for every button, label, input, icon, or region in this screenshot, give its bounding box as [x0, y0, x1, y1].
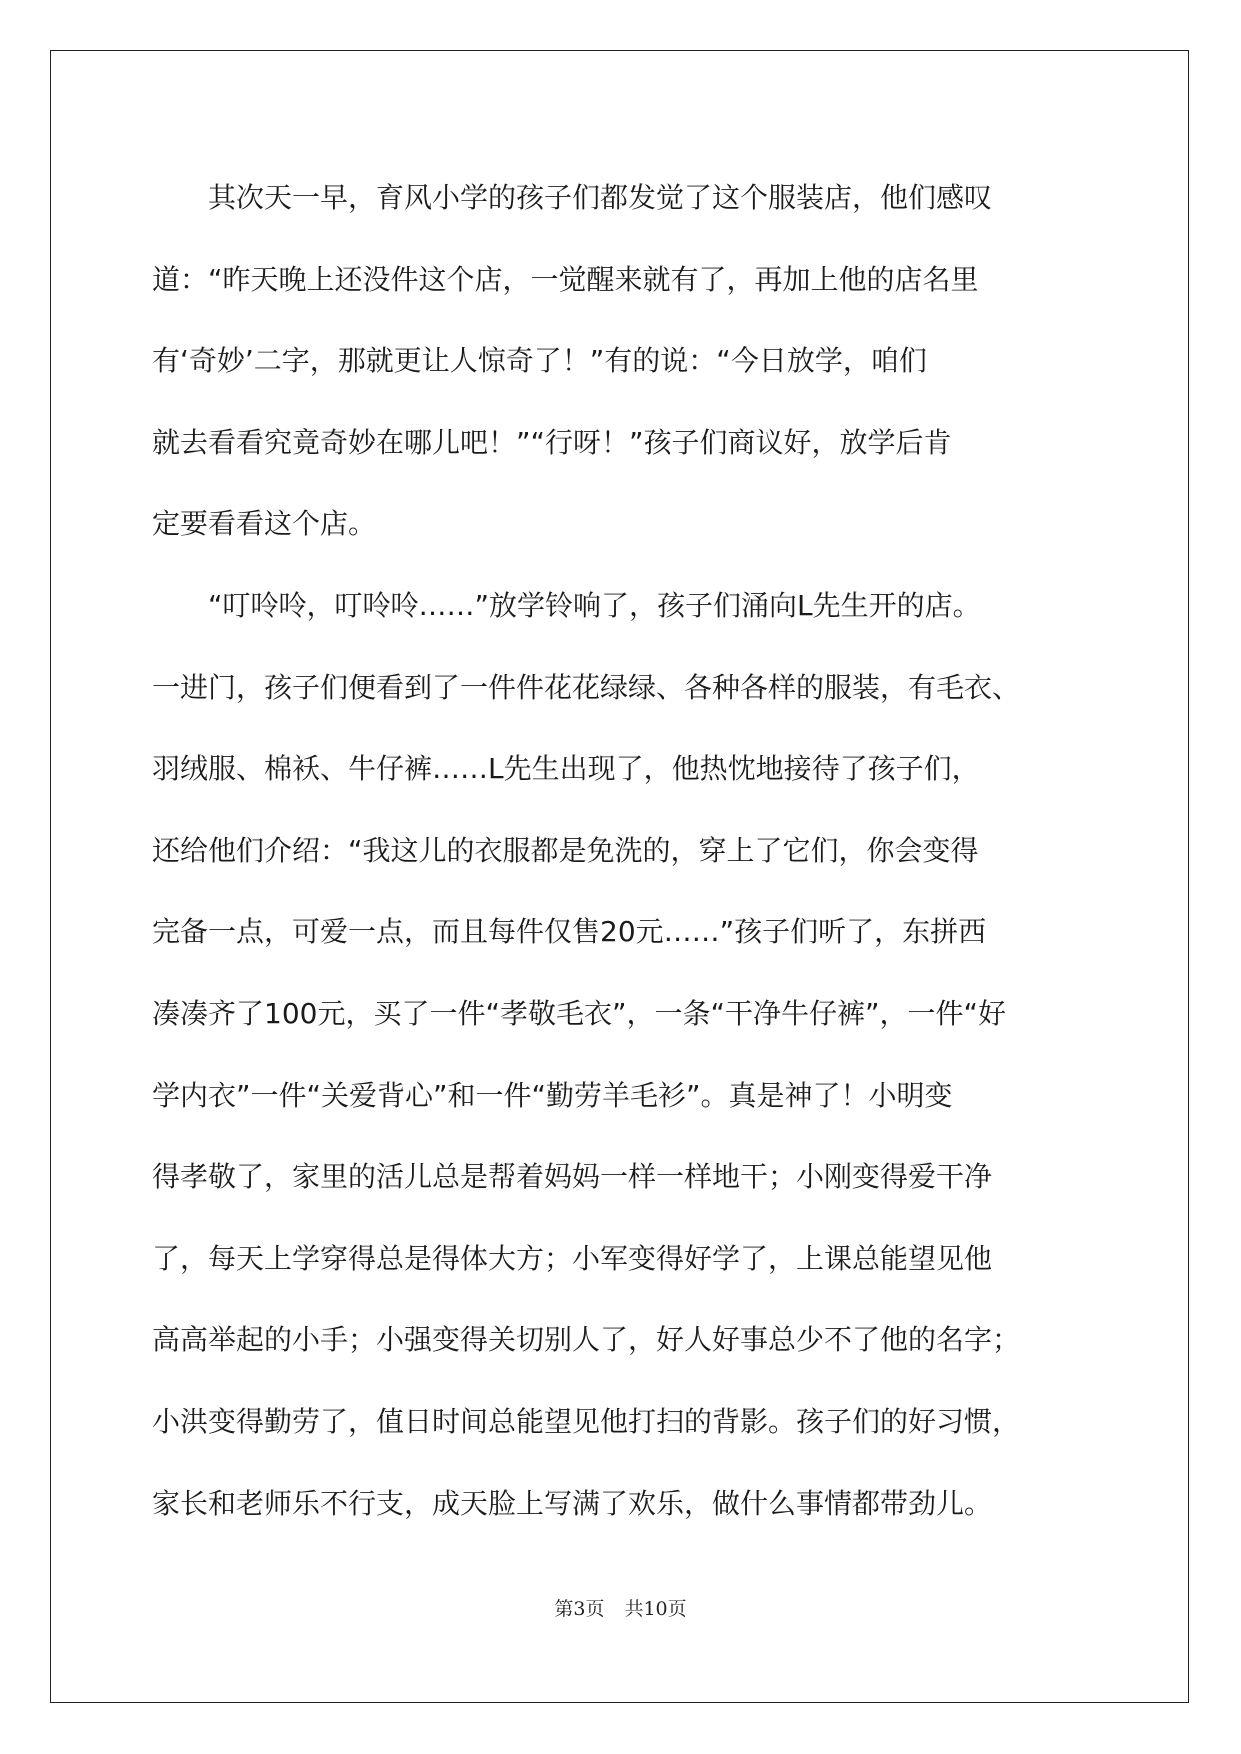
text-line: 家长和老师乐不行支，成天脸上写满了欢乐，做什么事情都带劲儿。	[152, 1486, 993, 1520]
text-line: 还给他们介绍：“我这儿的衣服都是免洗的，穿上了它们，你会变得	[152, 833, 979, 867]
text-line: 一进门，孩子们便看到了一件件花花绿绿、各种各样的服装，有毛衣、	[152, 670, 1021, 704]
text-line: 羽绒服、棉袄、牛仔裤……L先生出现了，他热忱地接待了孩子们，	[152, 752, 980, 786]
text-line: 凑凑齐了100元，买了一件“孝敬毛衣”，一条“干净牛仔裤”，一件“好	[152, 996, 1006, 1030]
paragraph-1	[152, 157, 1110, 565]
page-number-total: 共10页	[624, 1598, 687, 1620]
text-line: 高高举起的小手；小强变得关切别人了，好人好事总少不了他的名字；	[152, 1323, 1021, 1357]
text-line: 道：“昨天晚上还没件这个店，一觉醒来就有了，再加上他的店名里	[152, 262, 979, 296]
page-footer	[0, 1594, 1241, 1621]
text-line: 有‘奇妙’二字，那就更让人惊奇了！”有的说：“今日放学，咱们	[152, 344, 927, 378]
text-line: 了，每天上学穿得总是得体大方；小军变得好学了，上课总能望见他	[152, 1241, 993, 1275]
text-line: 其次天一早，育风小学的孩子们都发觉了这个服装店，他们感叹	[208, 181, 993, 214]
text-line: 完备一点，可爱一点，而且每件仅售20元……”孩子们听了，东拼西	[152, 915, 987, 949]
text-line: “叮呤呤，叮呤呤……”放学铃响了，孩子们涌向L先生开的店。	[208, 588, 981, 622]
paragraph-2	[152, 565, 1110, 1544]
text-line: 得孝敬了，家里的活儿总是帮着妈妈一样一样地干；小刚变得爱干净	[152, 1160, 993, 1194]
text-line: 小洪变得勤劳了，值日时间总能望见他打扫的背影。孩子们的好习惯，	[152, 1404, 1021, 1438]
text-line: 定要看看这个店。	[152, 507, 377, 541]
text-line: 就去看看究竟奇妙在哪儿吧！”“行呀！”孩子们商议好，放学后肯	[152, 425, 952, 459]
text-line: 学内衣”一件“关爱背心”和一件“勤劳羊毛衫”。真是神了！小明变	[152, 1078, 953, 1112]
document-body	[152, 157, 1110, 1544]
page-number-current: 第3页	[554, 1598, 605, 1620]
